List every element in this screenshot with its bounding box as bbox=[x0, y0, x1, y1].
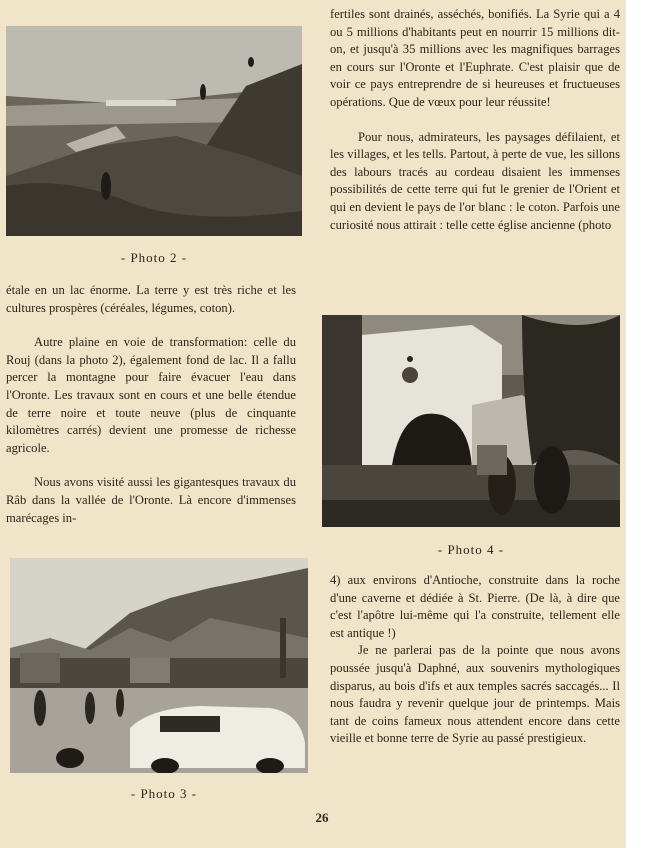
left-paragraph-2: Autre plaine en voie de transformation: celle du Rouj (dans la photo 2), également fond de lac. Il a fallu percer la montagne pour faire évacuer l'eau dans l'Oronte. Les travaux sont en cours et une belle étendue de terre noire et toute neuve (plus de cinquante kilomètres carrés) devient une promesse de richesse agricole. bbox=[6, 335, 296, 455]
left-paragraph-1: étale en un lac énorme. La terre y est très riche et les cultures prospères (céréales, légumes, coton). bbox=[6, 283, 296, 315]
right-paragraph-3: 4) aux environs d'Antioche, construite dans la roche d'une caverne et dédiée à St. Pierre. (De là, à dire que c'est l'apôtre lui-même qui l'a construite, tellement elle est antique !) bbox=[330, 573, 620, 640]
photo-4-church bbox=[322, 315, 620, 527]
photo-2-caption: - Photo 2 - bbox=[120, 250, 188, 265]
photo-4-caption: - Photo 4 - bbox=[437, 542, 505, 557]
right-column-top bbox=[330, 6, 620, 234]
right-paragraph-4: Je ne parlerai pas de la pointe que nous avons poussée jusqu'à Daphné, aux souvenirs mythologiques disparus, au bois d'ifs et aux temples sacrés saccagés... Il nous faudra y revenir quelque jour de printemps. Mais tant de coins fameux nous attendent encore dans cette vieille et bonne terre de Syrie au passé prestigieux. bbox=[330, 643, 620, 746]
left-paragraph-3: Nous avons visité aussi les gigantesques travaux du Râb dans la vallée de l'Oronte. Là encore d'immenses marécages in- bbox=[6, 475, 296, 525]
right-column-bottom bbox=[330, 572, 620, 748]
right-paragraph-2: Pour nous, admirateurs, les paysages défilaient, et les villages, et les tells. Partout, à perte de vue, les sillons des labours tracés au cordeau disaient les immenses possibilités de cette terre qui fut le grenier de l'Orient et qui en devient le pays de l'or blanc : le coton. Parfois une curiosité nous attirait : telle cette église ancienne (photo bbox=[330, 129, 620, 232]
right-paragraph-1: fertiles sont drainés, asséchés, bonifiés. La Syrie qui a 4 ou 5 millions d'habitants peut en nourrir 15 millions dit-on, et jusqu'à 35 millions avec les magnifiques barrages en cours sur l'Oronte et l'Euphrate. C'est plaisir que de voir ce pays entreprendre de si heureuses et fructueuses opérations. Que de vœux pour leur réussite! bbox=[330, 7, 620, 109]
left-column-top bbox=[6, 282, 296, 527]
photo-2-hillside bbox=[6, 26, 302, 236]
photo-3-caption: - Photo 3 - bbox=[130, 786, 198, 801]
page-number: 26 bbox=[315, 810, 329, 825]
photo-3-town-street bbox=[10, 558, 308, 773]
